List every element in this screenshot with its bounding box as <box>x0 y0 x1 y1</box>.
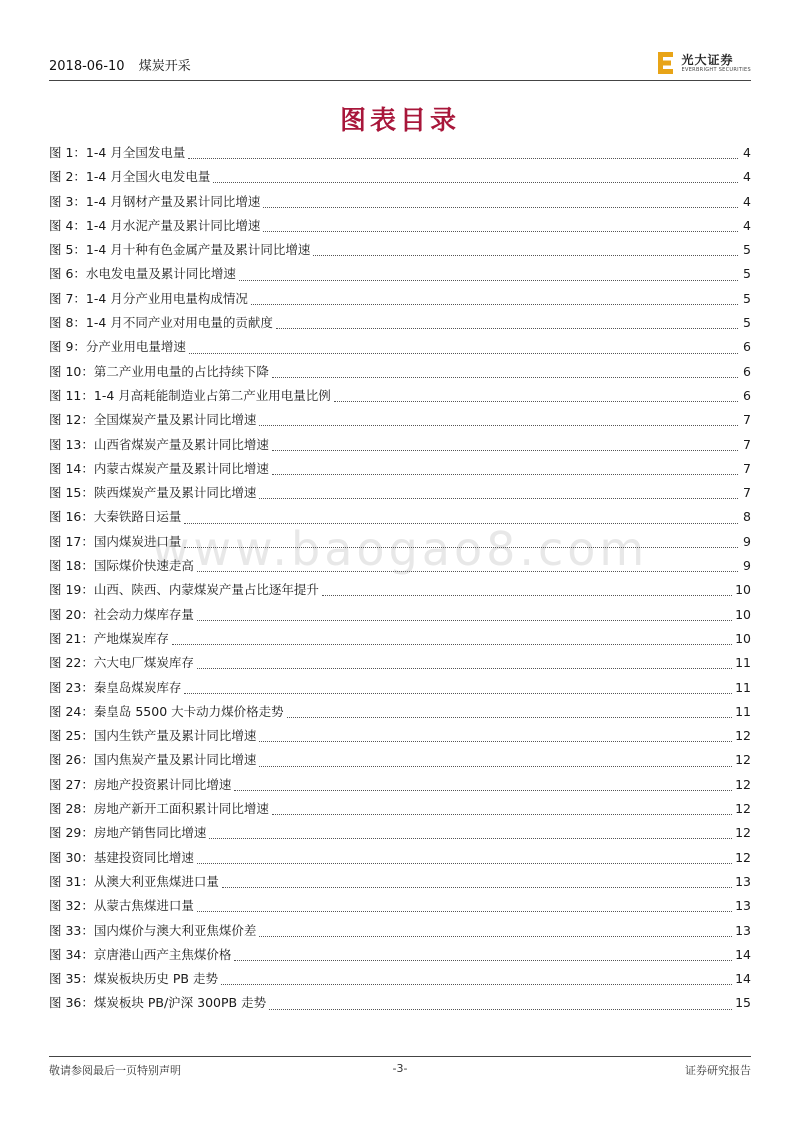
toc-entry-page[interactable]: 5 <box>743 242 751 258</box>
toc-entry[interactable] <box>49 264 751 288</box>
toc-entry[interactable] <box>49 580 751 604</box>
toc-list <box>49 143 751 1018</box>
toc-entry-page[interactable]: 12 <box>735 825 751 841</box>
toc-dot-leader <box>234 959 732 961</box>
header-divider <box>49 80 751 81</box>
toc-entry[interactable] <box>49 192 751 216</box>
toc-entry-label[interactable]: 图 12：全国煤炭产量及累计同比增速 <box>49 412 257 428</box>
toc-entry[interactable] <box>49 872 751 896</box>
toc-entry[interactable] <box>49 507 751 531</box>
toc-entry-label[interactable]: 图 36：煤炭板块 PB/沪深 300PB 走势 <box>49 995 267 1011</box>
toc-entry[interactable] <box>49 653 751 677</box>
toc-dot-leader <box>334 400 738 402</box>
toc-entry-label[interactable]: 图 14：内蒙古煤炭产量及累计同比增速 <box>49 460 269 476</box>
toc-entry-page[interactable]: 10 <box>735 630 751 646</box>
toc-entry[interactable] <box>49 167 751 191</box>
toc-dot-leader <box>213 181 738 183</box>
toc-entry[interactable] <box>49 386 751 410</box>
toc-entry-page[interactable]: 13 <box>735 873 751 889</box>
toc-dot-leader <box>184 522 738 524</box>
toc-entry[interactable] <box>49 240 751 264</box>
toc-entry-page[interactable]: 8 <box>743 509 751 525</box>
toc-entry-page[interactable]: 4 <box>743 145 751 160</box>
toc-entry[interactable] <box>49 459 751 483</box>
toc-entry-page[interactable]: 12 <box>735 752 751 768</box>
toc-entry-label[interactable]: 图 21：产地煤炭库存 <box>49 630 169 646</box>
report-type: 证券研究报告 <box>685 1064 751 1077</box>
toc-dot-leader <box>234 789 732 791</box>
toc-entry[interactable] <box>49 726 751 750</box>
toc-entry-label[interactable]: 图 11：1-4 月高耗能制造业占第二产业用电量比例 <box>49 387 331 403</box>
toc-entry[interactable] <box>49 678 751 702</box>
toc-dot-leader <box>172 643 732 645</box>
toc-entry-page[interactable]: 7 <box>743 485 751 501</box>
toc-dot-leader <box>322 594 732 596</box>
toc-entry-page[interactable]: 12 <box>735 776 751 792</box>
toc-entry-label[interactable]: 图 10：第二产业用电量的占比持续下降 <box>49 363 269 379</box>
toc-entry-label[interactable]: 图 8：1-4 月不同产业对用电量的贡献度 <box>49 315 273 331</box>
toc-entry-label[interactable]: 图 7：1-4 月分产业用电量构成情况 <box>49 290 248 306</box>
everbright-logo-icon <box>658 52 676 74</box>
toc-entry-label[interactable]: 图 28：房地产新开工面积累计同比增速 <box>49 801 269 817</box>
toc-dot-leader <box>197 619 732 621</box>
toc-entry-page[interactable]: 7 <box>743 460 751 476</box>
toc-entry-label[interactable]: 图 15：陕西煤炭产量及累计同比增速 <box>49 485 257 501</box>
toc-entry-label[interactable]: 图 18：国际煤价快速走高 <box>49 558 194 574</box>
toc-entry-page[interactable]: 6 <box>743 363 751 379</box>
toc-dot-leader <box>259 765 732 767</box>
toc-entry-page[interactable]: 7 <box>743 412 751 428</box>
toc-entry-label[interactable]: 图 9：分产业用电量增速 <box>49 339 186 355</box>
toc-entry-label[interactable]: 图 34：京唐港山西产主焦煤价格 <box>49 946 232 962</box>
toc-dot-leader <box>272 449 738 451</box>
toc-entry[interactable] <box>49 362 751 386</box>
toc-dot-leader <box>197 862 732 864</box>
toc-entry-page[interactable]: 4 <box>743 193 751 209</box>
header-meta <box>49 55 201 74</box>
toc-entry-label[interactable]: 图 19：山西、陕西、内蒙煤炭产量占比逐年提升 <box>49 582 319 598</box>
toc-entry-page[interactable]: 7 <box>743 436 751 452</box>
toc-entry[interactable] <box>49 823 751 847</box>
toc-dot-leader <box>259 935 732 937</box>
toc-entry[interactable] <box>49 629 751 653</box>
toc-dot-leader <box>221 983 732 985</box>
toc-entry[interactable] <box>49 216 751 240</box>
toc-entry[interactable] <box>49 969 751 993</box>
toc-entry-label[interactable]: 图 13：山西省煤炭产量及累计同比增速 <box>49 436 269 452</box>
toc-dot-leader <box>276 327 738 329</box>
toc-entry[interactable] <box>49 702 751 726</box>
toc-entry-page[interactable]: 14 <box>735 946 751 962</box>
toc-entry-page[interactable]: 15 <box>735 995 751 1011</box>
toc-dot-leader <box>197 570 738 572</box>
toc-entry-label[interactable]: 图 35：煤炭板块历史 PB 走势 <box>49 971 218 987</box>
watermark: www.baogao8.com <box>151 522 649 576</box>
report-category: 煤炭开采 <box>138 59 191 74</box>
toc-dot-leader <box>209 837 732 839</box>
toc-entry-label[interactable]: 图 2：1-4 月全国火电发电量 <box>49 169 211 185</box>
toc-entry-page[interactable]: 5 <box>743 315 751 331</box>
toc-dot-leader <box>259 497 738 499</box>
toc-dot-leader <box>269 1008 732 1010</box>
toc-entry-label[interactable]: 图 16：大秦铁路日运量 <box>49 509 182 525</box>
toc-entry[interactable] <box>49 435 751 459</box>
toc-entry-page[interactable]: 6 <box>743 387 751 403</box>
toc-dot-leader <box>272 813 732 815</box>
toc-entry[interactable] <box>49 410 751 434</box>
toc-entry-label[interactable]: 图 1：1-4 月全国发电量 <box>49 145 186 160</box>
toc-entry[interactable] <box>49 605 751 629</box>
toc-entry-page[interactable]: 13 <box>735 898 751 914</box>
toc-entry-label[interactable]: 图 17：国内煤炭进口量 <box>49 533 182 549</box>
toc-dot-leader <box>184 692 732 694</box>
toc-entry[interactable] <box>49 993 751 1017</box>
toc-entry-label[interactable]: 图 23：秦皇岛煤炭库存 <box>49 679 182 695</box>
toc-entry-label[interactable]: 图 30：基建投资同比增速 <box>49 849 194 865</box>
toc-dot-leader <box>251 303 738 305</box>
toc-entry[interactable] <box>49 289 751 313</box>
toc-dot-leader <box>259 740 732 742</box>
toc-entry-label[interactable]: 图 27：房地产投资累计同比增速 <box>49 776 232 792</box>
toc-entry-label[interactable]: 图 31：从澳大利亚焦煤进口量 <box>49 873 219 889</box>
page-number: -3- <box>392 1062 408 1075</box>
logo-english-name: EVERBRIGHT SECURITIES <box>681 66 751 73</box>
toc-dot-leader <box>184 546 738 548</box>
toc-entry-label[interactable]: 图 26：国内焦炭产量及累计同比增速 <box>49 752 257 768</box>
toc-dot-leader <box>259 424 738 426</box>
toc-entry[interactable] <box>49 945 751 969</box>
page-header <box>49 50 751 78</box>
toc-entry[interactable] <box>49 313 751 337</box>
toc-dot-leader <box>189 352 738 354</box>
company-logo <box>658 50 751 76</box>
toc-entry-page[interactable]: 11 <box>735 679 751 695</box>
toc-entry[interactable] <box>49 896 751 920</box>
toc-entry-label[interactable]: 图 6：水电发电量及累计同比增速 <box>49 266 236 282</box>
toc-dot-leader <box>197 910 732 912</box>
page-title: 图表目录 <box>339 106 460 136</box>
footer-divider <box>49 1056 751 1057</box>
toc-entry-label[interactable]: 图 22：六大电厂煤炭库存 <box>49 655 194 671</box>
toc-dot-leader <box>263 206 738 208</box>
toc-entry[interactable] <box>49 556 751 580</box>
toc-entry-page[interactable]: 12 <box>735 801 751 817</box>
toc-dot-leader <box>188 157 738 159</box>
toc-entry[interactable] <box>49 848 751 872</box>
toc-dot-leader <box>272 376 738 378</box>
disclaimer-note: 敬请参阅最后一页特别声明 <box>49 1064 181 1077</box>
toc-entry[interactable] <box>49 337 751 361</box>
toc-entry-page[interactable]: 11 <box>735 703 751 719</box>
toc-entry-label[interactable]: 图 25：国内生铁产量及累计同比增速 <box>49 728 257 744</box>
toc-entry-label[interactable]: 图 32：从蒙古焦煤进口量 <box>49 898 194 914</box>
toc-entry-label[interactable]: 图 29：房地产销售同比增速 <box>49 825 207 841</box>
toc-entry-label[interactable]: 图 24：秦皇岛 5500 大卡动力煤价格走势 <box>49 703 284 719</box>
toc-dot-leader <box>239 279 738 281</box>
toc-entry-page[interactable]: 5 <box>743 290 751 306</box>
toc-entry-page[interactable]: 10 <box>735 582 751 598</box>
toc-entry-page[interactable]: 4 <box>743 169 751 185</box>
toc-entry-label[interactable]: 图 20：社会动力煤库存量 <box>49 606 194 622</box>
toc-entry-page[interactable]: 12 <box>735 728 751 744</box>
toc-entry-page[interactable]: 13 <box>735 922 751 938</box>
toc-entry[interactable] <box>49 750 751 774</box>
toc-entry[interactable] <box>49 775 751 799</box>
toc-entry-label[interactable]: 图 4：1-4 月水泥产量及累计同比增速 <box>49 217 261 233</box>
toc-entry-page[interactable]: 4 <box>743 217 751 233</box>
toc-dot-leader <box>263 230 738 232</box>
report-date: 2018-06-10 <box>49 59 125 74</box>
toc-entry[interactable] <box>49 532 751 556</box>
toc-entry-page[interactable]: 6 <box>743 339 751 355</box>
toc-entry-page[interactable]: 14 <box>735 971 751 987</box>
toc-entry[interactable] <box>49 921 751 945</box>
toc-dot-leader <box>272 473 738 475</box>
toc-entry-page[interactable]: 10 <box>735 606 751 622</box>
logo-chinese-name: 光大证券 <box>681 52 734 67</box>
toc-entry-page[interactable]: 11 <box>735 655 751 671</box>
toc-entry-page[interactable]: 9 <box>743 558 751 574</box>
toc-entry-label[interactable]: 图 33：国内煤价与澳大利亚焦煤价差 <box>49 922 257 938</box>
toc-entry-label[interactable]: 图 5：1-4 月十种有色金属产量及累计同比增速 <box>49 242 311 258</box>
toc-entry-page[interactable]: 9 <box>743 533 751 549</box>
toc-entry[interactable] <box>49 483 751 507</box>
toc-dot-leader <box>313 254 738 256</box>
toc-dot-leader <box>222 886 732 888</box>
toc-entry-page[interactable]: 5 <box>743 266 751 282</box>
toc-dot-leader <box>197 667 732 669</box>
toc-dot-leader <box>287 716 732 718</box>
toc-entry-label[interactable]: 图 3：1-4 月钢材产量及累计同比增速 <box>49 193 261 209</box>
toc-entry[interactable] <box>49 143 751 167</box>
toc-entry[interactable] <box>49 799 751 823</box>
page-footer <box>49 1062 751 1080</box>
toc-entry-page[interactable]: 12 <box>735 849 751 865</box>
